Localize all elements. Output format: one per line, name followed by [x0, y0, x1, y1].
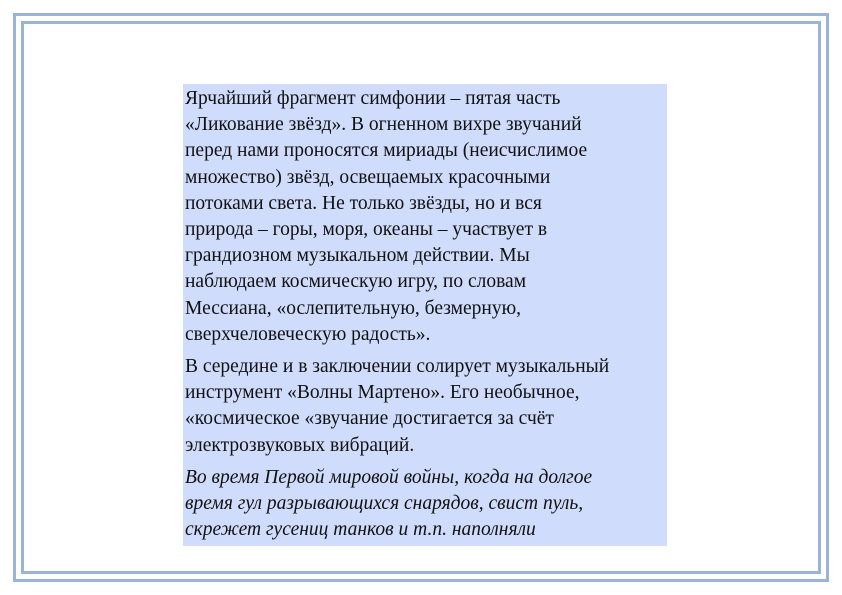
paragraph-symphony-fifth-part — [185, 86, 665, 348]
text-line: множество) звёзд, освещаемых красочными — [185, 166, 551, 188]
paragraph-ondes-martenot — [185, 354, 665, 459]
text-line: В середине и в заключении солирует музыкальный — [185, 356, 610, 378]
text-line: «космическое «звучание достигается за счёт — [185, 408, 554, 430]
text-line: природа – горы, моря, океаны – участвует в — [185, 219, 548, 241]
text-line: электрозвуковых вибраций. — [185, 434, 415, 456]
text-line: Во время Первой мировой войны, когда на долгое — [185, 466, 593, 488]
text-line: инструмент «Волны Мартено». Его необычное, — [185, 382, 580, 404]
text-line: время гул разрывающихся снарядов, свист пуль, — [185, 493, 584, 515]
text-line: скрежет гусениц танков и т.п. наполняли — [185, 519, 536, 541]
text-line: потоками света. Не только звёзды, но и вся — [185, 192, 542, 214]
paragraph-world-war-italic — [185, 465, 665, 544]
text-line: грандиозном музыкальном действии. Мы — [185, 245, 530, 267]
text-line: наблюдаем космическую игру, по словам — [185, 271, 527, 293]
text-box — [183, 84, 667, 546]
text-line: Ярчайший фрагмент симфонии – пятая часть — [185, 88, 561, 109]
text-line: сверхчеловеческую радость». — [185, 323, 431, 345]
text-line: «Ликование звёзд». В огненном вихре звучаний — [185, 114, 582, 136]
text-line: перед нами проносятся мириады (неисчислимое — [185, 140, 588, 162]
text-line: Мессиана, «ослепительную, безмерную, — [185, 297, 522, 319]
